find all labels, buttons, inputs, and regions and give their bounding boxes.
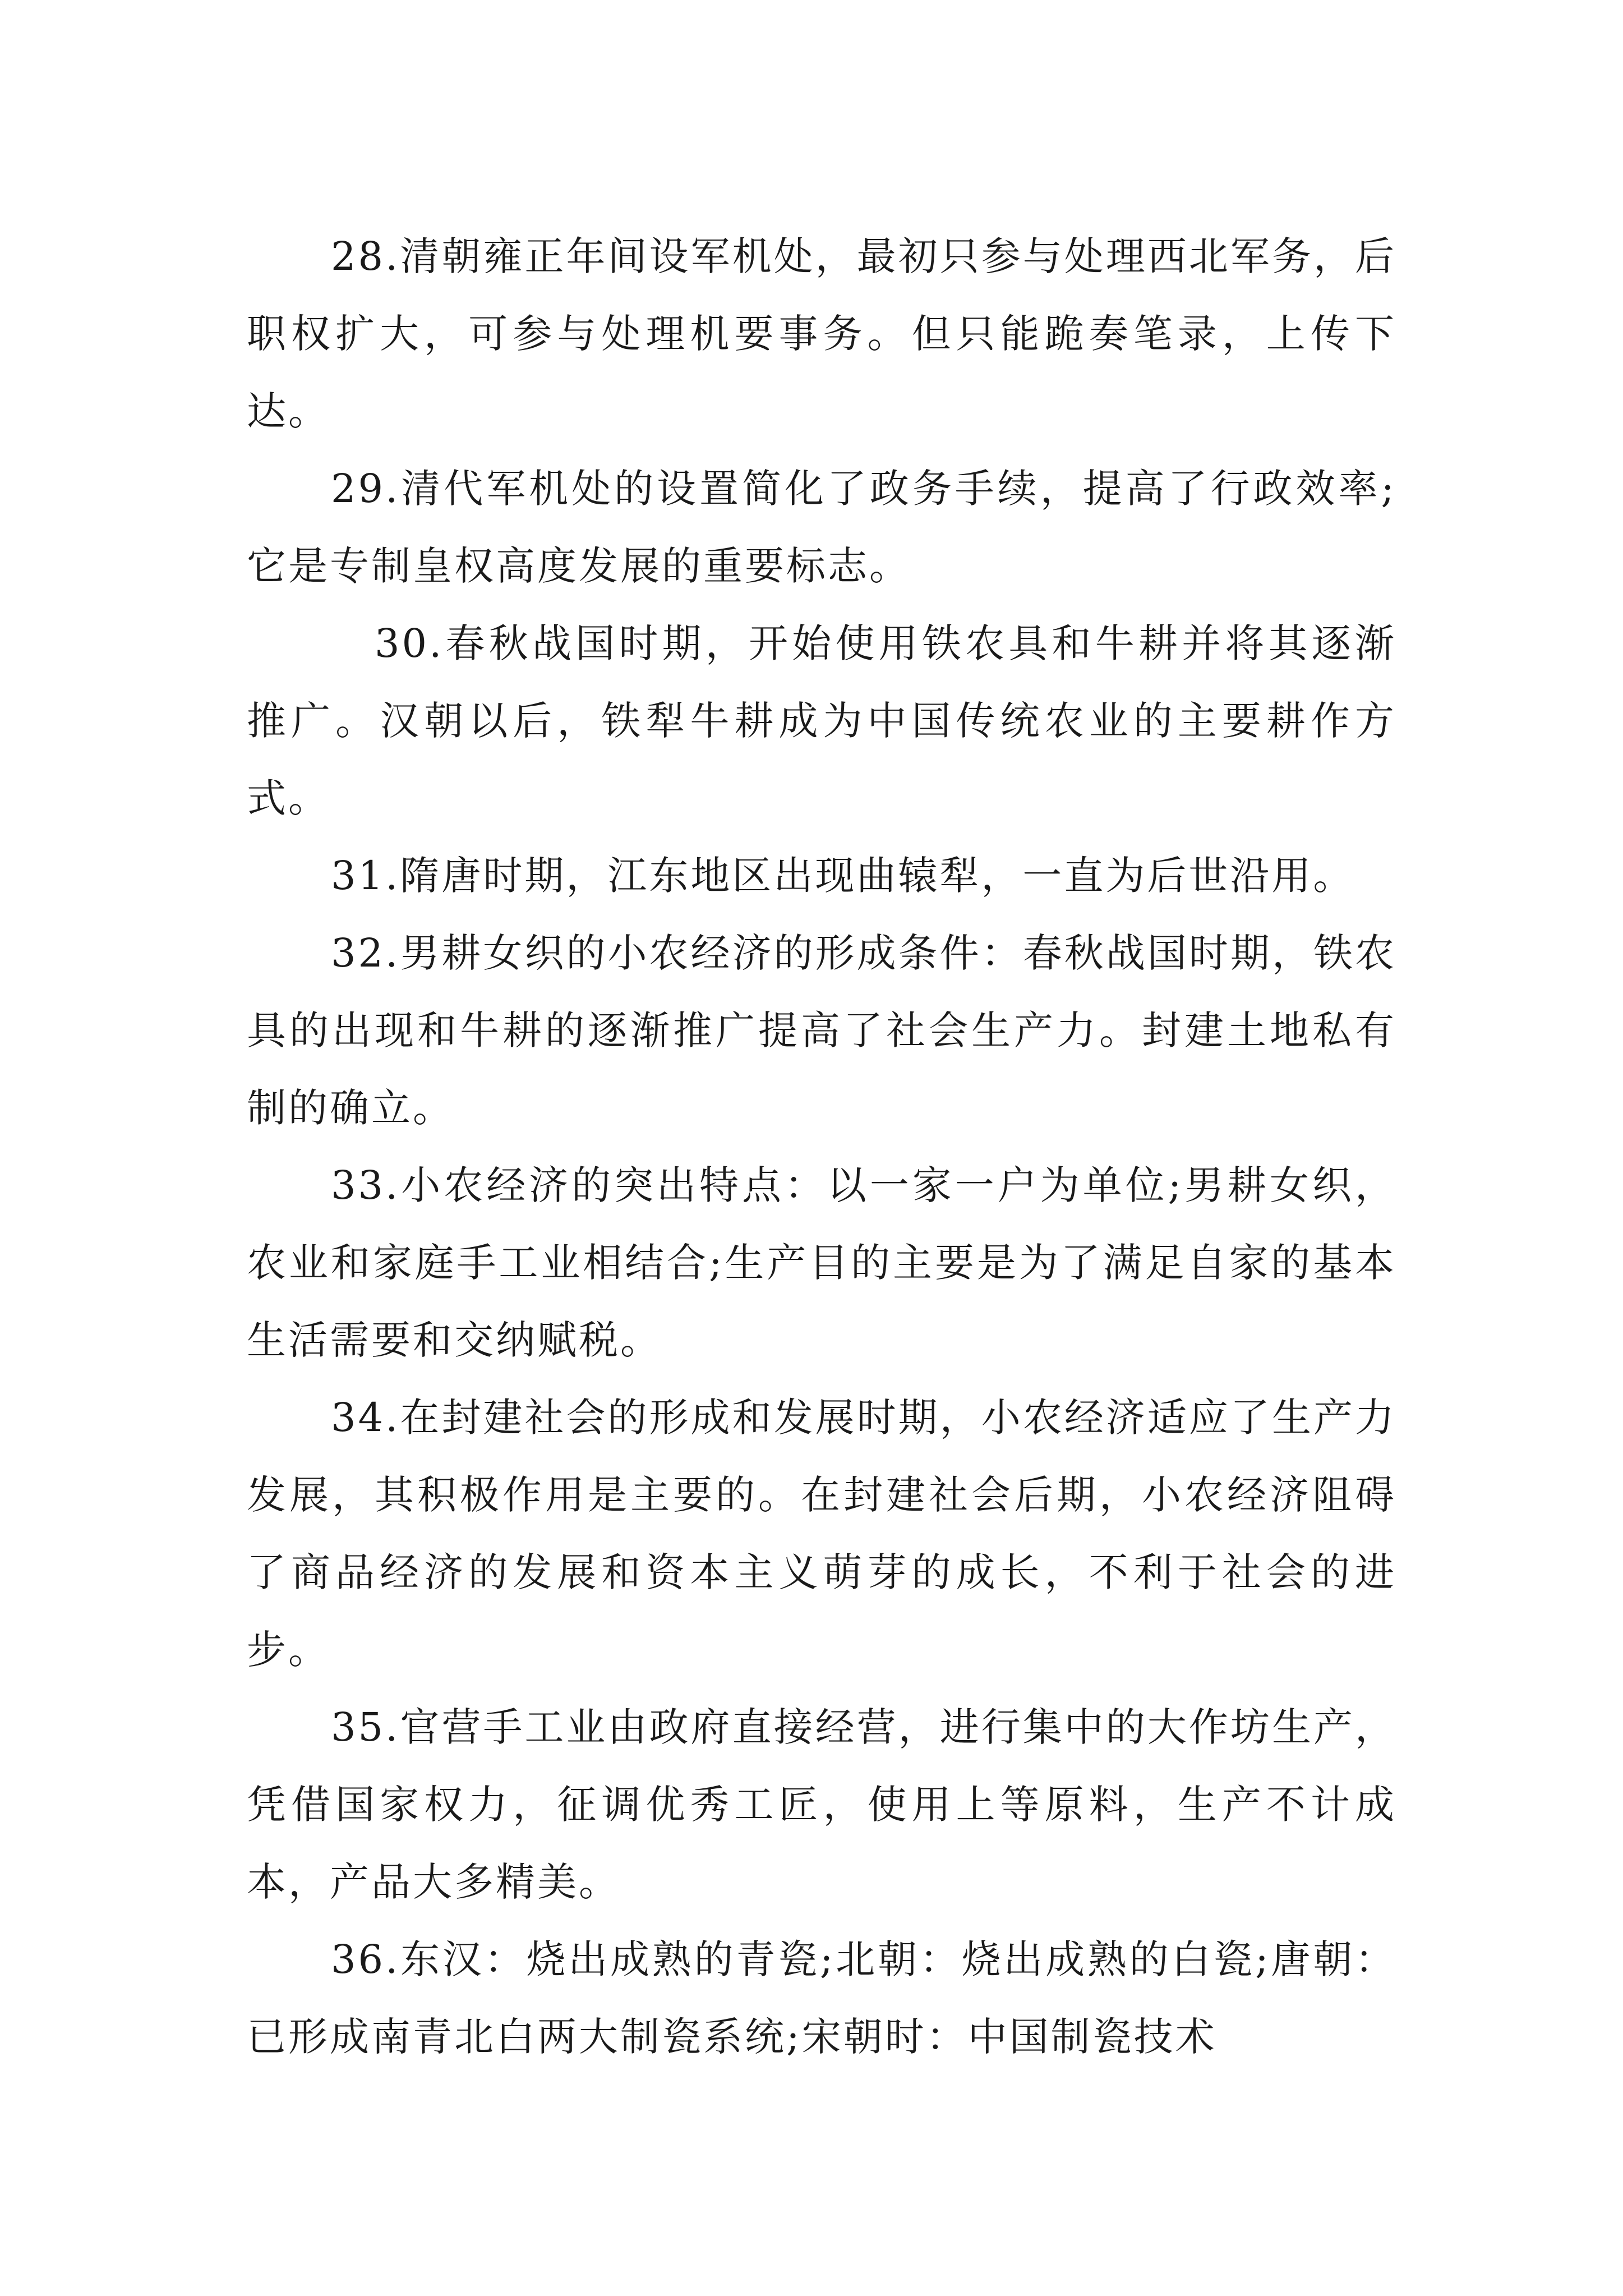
paragraph-29: 29.清代军机处的设置简化了政务手续，提高了行政效率;它是专制皇权高度发展的重要标志。 <box>247 466 1396 589</box>
paragraph-32: 32.男耕女织的小农经济的形成条件：春秋战国时期，铁农具的出现和牛耕的逐渐推广提高了社会生产力。封建土地私有制的确立。 <box>247 930 1396 1131</box>
paragraph-36: 36.东汉：烧出成熟的青瓷;北朝：烧出成熟的白瓷;唐朝：已形成南青北白两大制瓷系统;宋朝时：中国制瓷技术 <box>247 1936 1396 2060</box>
paragraph-35: 35.官营手工业由政府直接经营，进行集中的大作坊生产，凭借国家权力，征调优秀工匠，使用上等原料，生产不计成本，产品大多精美。 <box>247 1704 1396 1905</box>
paragraph-31: 31.隋唐时期，江东地区出现曲辕犁，一直为后世沿用。 <box>331 853 1355 899</box>
paragraph-33: 33.小农经济的突出特点：以一家一户为单位;男耕女织，农业和家庭手工业相结合;生产目的主要是为了满足自家的基本生活需要和交纳赋税。 <box>247 1162 1396 1363</box>
document-body <box>247 218 1396 2076</box>
paragraph-28: 28.清朝雍正年间设军机处，最初只参与处理西北军务，后职权扩大，可参与处理机要事务。但只能跪奏笔录，上传下达。 <box>247 233 1396 434</box>
paragraph-30: 30.春秋战国时期，开始使用铁农具和牛耕并将其逐渐推广。汉朝以后，铁犁牛耕成为中国传统农业的主要耕作方式。 <box>247 620 1396 821</box>
paragraph-34: 34.在封建社会的形成和发展时期，小农经济适应了生产力发展，其积极作用是主要的。在封建社会后期，小农经济阻碍了商品经济的发展和资本主义萌芽的成长，不利于社会的进步。 <box>247 1395 1396 1673</box>
